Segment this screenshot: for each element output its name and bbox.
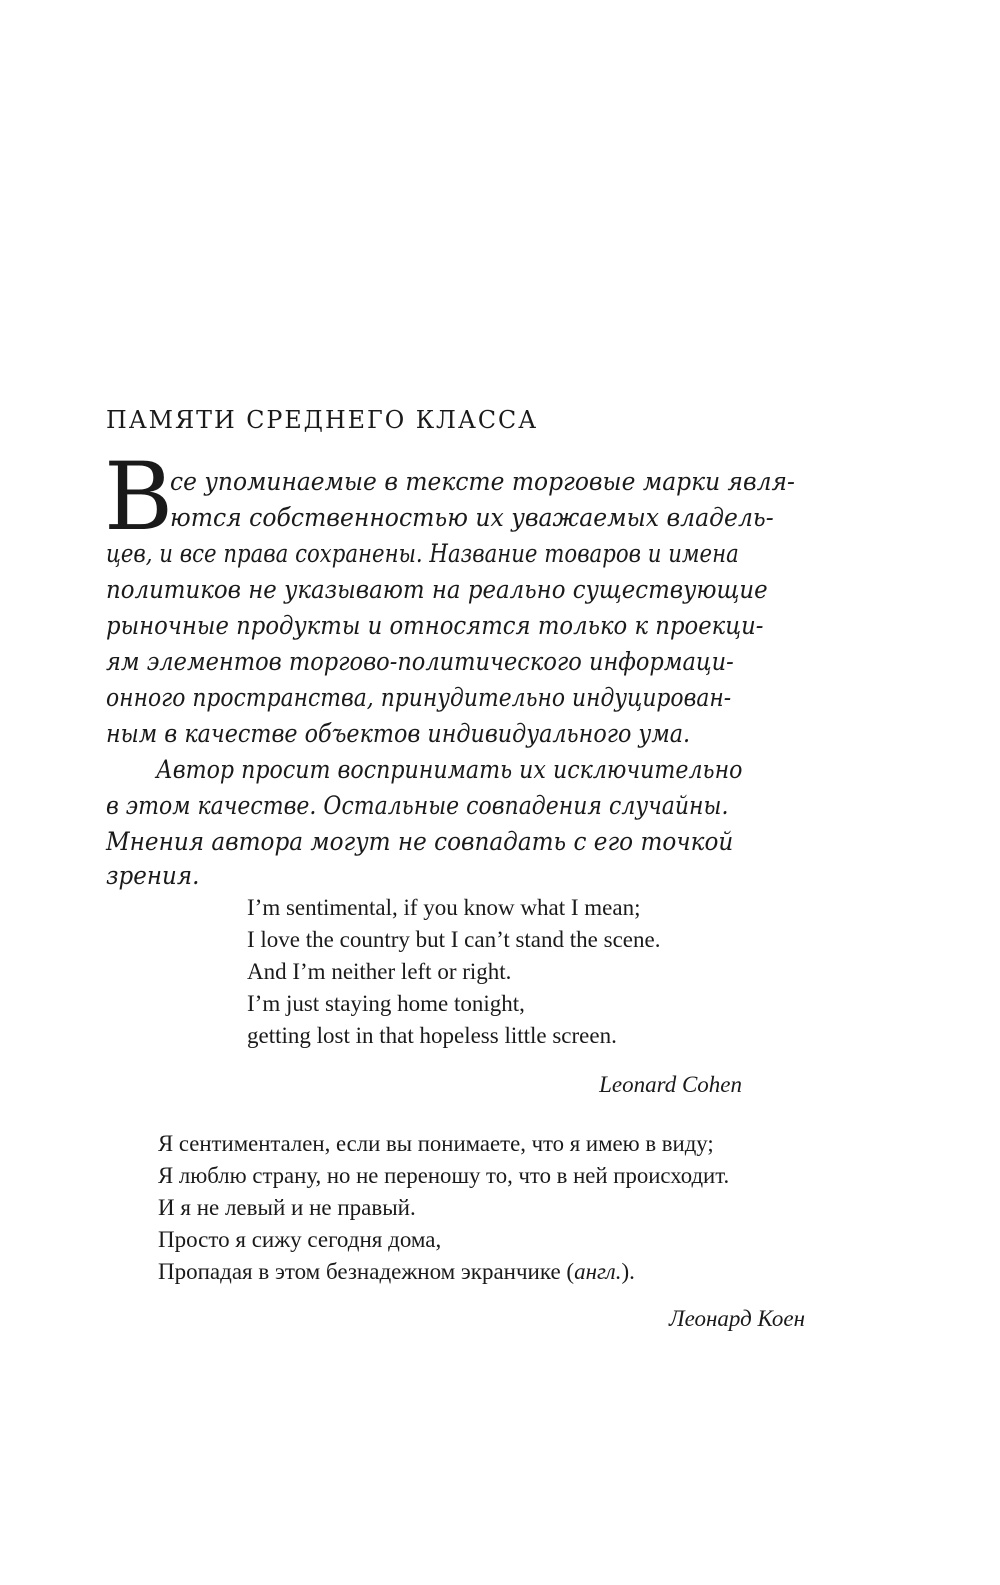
- epigraph-attribution: Leonard Cohen: [599, 1072, 742, 1097]
- preface-line: ются собственностью их уважаемых владель-: [170, 503, 774, 532]
- translation-line-end: ).: [621, 1259, 635, 1284]
- language-note: англ.: [574, 1259, 622, 1284]
- epigraph-line: I’m sentimental, if you know what I mean;: [247, 895, 641, 920]
- translation-line: [158, 1254, 635, 1290]
- chapter-heading: ПАМЯТИ СРЕДНЕГО КЛАССА: [106, 406, 539, 434]
- preface-line: ным в качестве объектов индивидуального ума.: [106, 719, 691, 748]
- translation-line: Просто я сижу сегодня дома,: [158, 1227, 442, 1252]
- translation-line: Я люблю страну, но не переношу то, что в ней происходит.: [158, 1163, 730, 1188]
- preface-line: онного пространства, принудительно индуцирован-: [106, 683, 732, 712]
- translation-line: И я не левый и не правый.: [158, 1195, 416, 1220]
- preface-line: рыночные продукты и относятся только к проекци-: [106, 611, 764, 640]
- preface-line: Автор просит воспринимать их исключительно: [156, 755, 743, 784]
- translation-line: Я сентиментален, если вы понимаете, что я имею в виду;: [158, 1131, 714, 1156]
- epigraph-line: And I’m neither left or right.: [247, 959, 512, 984]
- epigraph-line: I love the country but I can’t stand the scene.: [247, 927, 661, 952]
- preface-line: Мнения автора могут не совпадать с его точкой: [106, 827, 734, 856]
- drop-cap: В: [104, 443, 174, 552]
- preface-line: ям элементов торгово-политического информаци-: [106, 647, 734, 676]
- preface-line: цев, и все права сохранены. Название товаров и имена: [106, 539, 739, 568]
- epigraph-line: I’m just staying home tonight,: [247, 991, 525, 1016]
- epigraph-line: getting lost in that hopeless little screen.: [247, 1023, 617, 1048]
- preface-line: в этом качестве. Остальные совпадения случайны.: [106, 791, 729, 820]
- translation-attribution: Леонард Коен: [669, 1306, 805, 1331]
- translation-line-text: Пропадая в этом безнадежном экранчике (: [158, 1259, 575, 1284]
- preface-line: политиков не указывают на реально существующие: [106, 575, 768, 604]
- preface-line: зрения.: [106, 861, 200, 890]
- preface-line: се упоминаемые в тексте торговые марки явля-: [170, 467, 795, 496]
